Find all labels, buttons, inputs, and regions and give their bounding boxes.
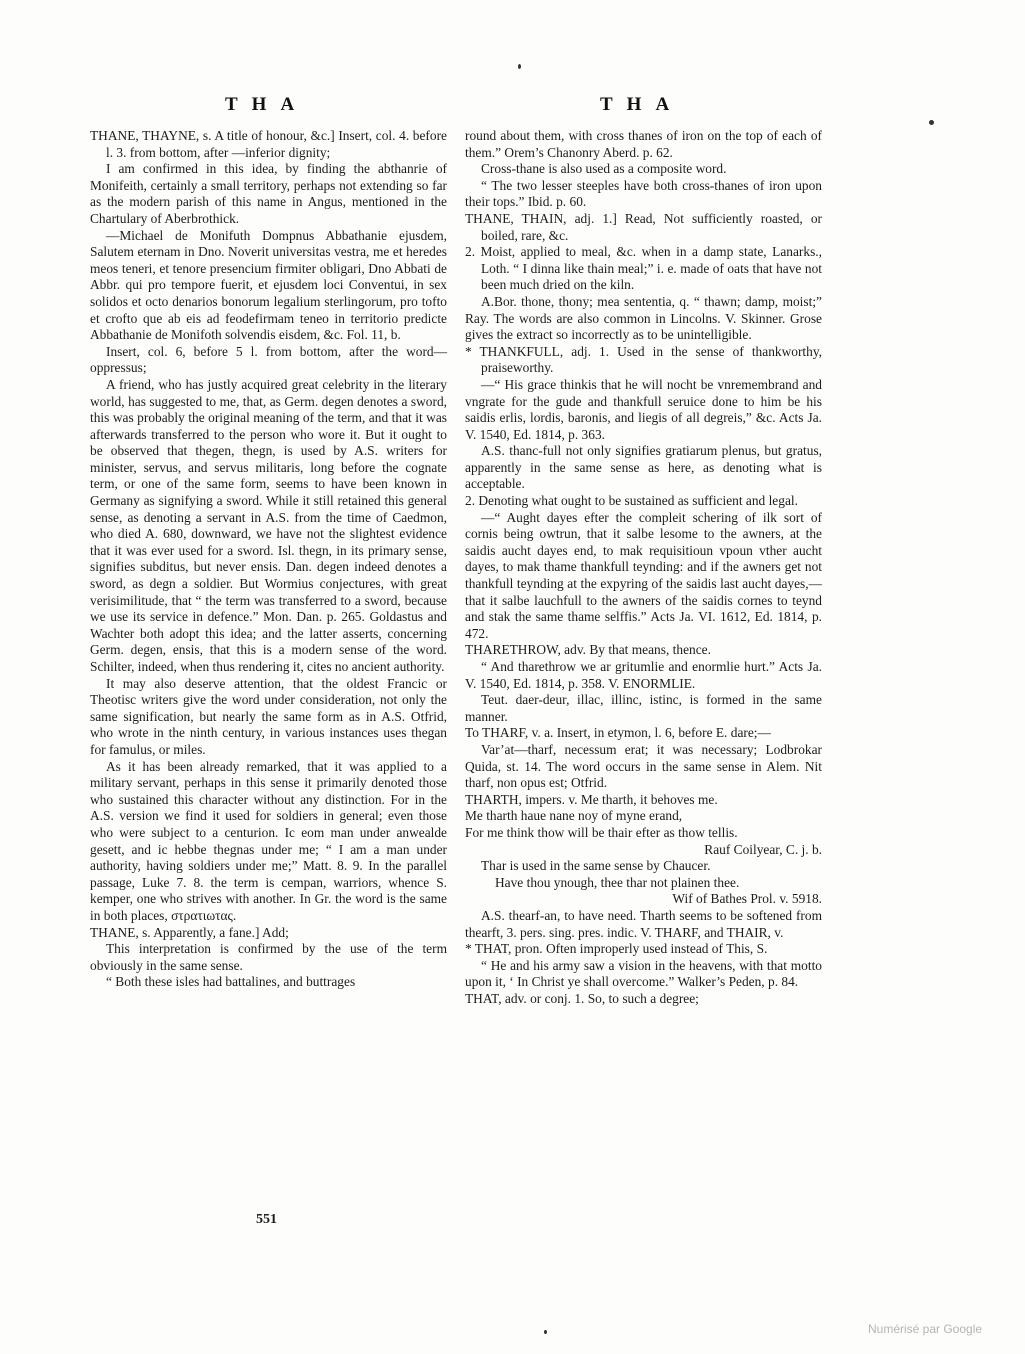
entry-tharethrow: THARETHROW, adv. By that means, thence.: [465, 642, 711, 658]
left-column: [90, 128, 447, 991]
quotation: —“ Aught dayes efter the compleit schering of ilk sort of cornis being owtrun, that it salbe lesome to the awners, at the saidis aucht dayes end, to mak requisitioun vpoun vther aucht dayes, to mak thame thankfull teynding: and if the awners get not thankfull teynding at the expyring of the saidis last aucht dayes,—that it salbe lauchfull to the awners of the saidis cornes to teynd and stak the same thame selffis.” Acts Ja. VI. 1612, Ed. 1814, p. 472.: [465, 509, 822, 641]
entry-that-pron: * THAT, pron. Often improperly used instead of This, S.: [465, 941, 768, 957]
ink-speck: [544, 1330, 547, 1334]
quotation: “ And tharethrow we ar gritumlie and enormlie hurt.” Acts Ja. V. 1540, Ed. 1814, p. 358. V. ENORMLIE.: [465, 659, 822, 691]
verse-line: For me think thow will be thair efter as thow tellis.: [465, 824, 738, 840]
paragraph: Teut. daer-deur, illac, illinc, istinc, is formed in the same manner.: [465, 692, 822, 724]
quotation: “ Both these isles had battalines, and buttrages: [106, 974, 356, 990]
running-head-left: THA: [225, 94, 309, 115]
quotation: —Michael de Monifuth Dompnus Abbathanie ejusdem, Salutem eternam in Dno. Noverit universitas vestra, me et heredes meos teneri, et tenore presencium firmiter obligari, Dno Abbati de Abbr. qui pro tempore fuerit, et ejusdem loci Conventui, in sex solidos et octo denarios bonorum legalium sterlingorum, pro tofto et crofto que ab eis ad feodefirmam teneo in territorio predicte Abbathanie de Monifoth solvendis eisdem, &c. Fol. 11, b.: [90, 227, 447, 343]
paragraph: Thar is used in the same sense by Chaucer.: [481, 858, 711, 874]
entry-thane-fane: THANE, s. Apparently, a fane.] Add;: [90, 924, 289, 940]
paragraph: I am confirmed in this idea, by finding the abthanrie of Monifeith, certainly a small territory, perhaps not extending so far as the modern parish of this name in Angus, mentioned in the Chartulary of Aberbrothick.: [90, 161, 447, 226]
paragraph: It may also deserve attention, that the oldest Francic or Theotisc writers give the word under consideration, not only the same signification, but nearly the same form as in A.S. Otfrid, who wrote in the ninth century, in various instances uses thegan for famulus, or miles.: [90, 675, 447, 757]
right-column: [465, 128, 822, 1007]
running-head-right: THA: [600, 94, 684, 115]
quotation: —“ His grace thinkis that he will nocht be vnremembrand and vngrate for the gude and thankfull seruice done to him be his saidis erlis, lordis, baronis, and liegis of all degreis,” &c. Acts Ja. V. 1540, Ed. 1814, p. 363.: [465, 376, 822, 442]
entry-tharf: To THARF, v. a. Insert, in etymon, l. 6, before E. dare;—: [465, 725, 771, 741]
paragraph: Var’at—tharf, necessum erat; it was necessary; Lodbrokar Quida, st. 14. The word occurs in the same sense in Alem. Nit tharf, non opus est; Otfrid.: [465, 741, 822, 791]
quotation: “ He and his army saw a vision in the heavens, with that motto upon it, ‘ In Christ ye shall overcome.” Walker’s Peden, p. 84.: [465, 957, 822, 990]
entry-thankfull: * THANKFULL, adj. 1. Used in the sense of thankworthy, praiseworthy.: [465, 343, 822, 376]
paragraph: This interpretation is confirmed by the use of the term obviously in the same sense.: [90, 941, 447, 973]
paragraph: A.S. thearf-an, to have need. Tharth seems to be softened from thearft, 3. pers. sing. pres. indic. V. THARF, and THAIR, v.: [465, 907, 822, 940]
page-number: 551: [256, 1212, 277, 1227]
verse-line: Me tharth haue nane noy of myne erand,: [465, 808, 683, 824]
paragraph: Cross-thane is also used as a composite word.: [481, 161, 727, 177]
citation: Wif of Bathes Prol. v. 5918.: [672, 891, 822, 907]
verse-line: Have thou ynough, thee thar not plainen thee.: [495, 874, 740, 890]
paragraph: A.S. thanc-full not only signifies gratiarum plenus, but gratus, apparently in the same sense as here, as denoting what is acceptable.: [465, 443, 822, 492]
paragraph: A.Bor. thone, thony; mea sententia, q. “ thawn; damp, moist;” Ray. The words are also common in Lincolns. V. Skinner. Grose gives the extract so incorrectly as to be unintelligible.: [465, 293, 822, 343]
entry-tharth: THARTH, impers. v. Me tharth, it behoves me.: [465, 791, 718, 807]
paragraph: Insert, col. 6, before 5 l. from bottom, after the word—oppressus;: [90, 343, 447, 376]
paragraph: As it has been already remarked, that it was applied to a military servant, perhaps in this sense it primarily denoted those who sustained this character without any distinction. For in the A.S. version we find it used for soldiers in general; even those who were subject to a centurion. Ic eom man under anwealde gesett, and ic hebbe thegnas under me; “ I am a man under authority, having soldiers under me;” Matt. 8. 9. In the parallel passage, Luke 7. 8. the term is cempan, warriors, whence S. kemper, one who strives with another. In Gr. the word is the same in both places, στρατιωτας.: [90, 758, 447, 923]
ink-speck: [929, 120, 934, 125]
watermark: Numérisé par Google: [868, 1322, 983, 1336]
entry-thane-title: THANE, THAYNE, s. A title of honour, &c.] Insert, col. 4. before l. 3. from bottom, after —inferior dignity;: [90, 128, 447, 160]
quotation: round about them, with cross thanes of iron on the top of each of them.” Orem’s Chanonry Aberd. p. 62.: [465, 128, 822, 160]
entry-that-adv: THAT, adv. or conj. 1. So, to such a degree;: [465, 990, 699, 1006]
sense-2: 2. Denoting what ought to be sustained as sufficient and legal.: [465, 493, 798, 509]
ink-speck: [518, 64, 521, 69]
quotation: “ The two lesser steeples have both cross-thanes of iron upon their tops.” Ibid. p. 60.: [465, 177, 822, 210]
paragraph: A friend, who has justly acquired great celebrity in the literary world, has suggested to me, that, as Germ. degen denotes a sword, this was probably the original meaning of the term, and that it was afterwards transferred to the person who wore it. But it ought to be observed that thegen, thegn, is used by A.S. writers for minister, servus, and servus militaris, long before the cognate term, or one of the same form, seems to have been known in Germany as signifying a sword. While it still retained this general sense, as denoting a servant in A.S. from the time of Caedmon, who died A. 680, downward, we have not the slightest evidence that it was ever used for a sword. Isl. thegn, in its primary sense, signifies subditus, but never ensis. Dan. degen indeed denotes a sword, as degn a soldier. But Wormius conjectures, with great verisimilitude, that “ the term was transferred to a sword, because we use its service in defence.” Mon. Dan. p. 265. Goldastus and Wachter both adopt this idea; and the latter asserts, concerning Germ. degen, ensis, that this is a modern sense of the word. Schilter, indeed, when thus rendering it, cites no ancient authority.: [90, 376, 447, 674]
sense-2: 2. Moist, applied to meal, &c. when in a damp state, Lanarks., Loth. “ I dinna like thain meal;” i. e. made of oats that have not been much dried on the kiln.: [465, 244, 822, 293]
citation: Rauf Coilyear, C. j. b.: [704, 841, 822, 857]
entry-thane-adj: THANE, THAIN, adj. 1.] Read, Not sufficiently roasted, or boiled, rare, &c.: [465, 210, 822, 243]
